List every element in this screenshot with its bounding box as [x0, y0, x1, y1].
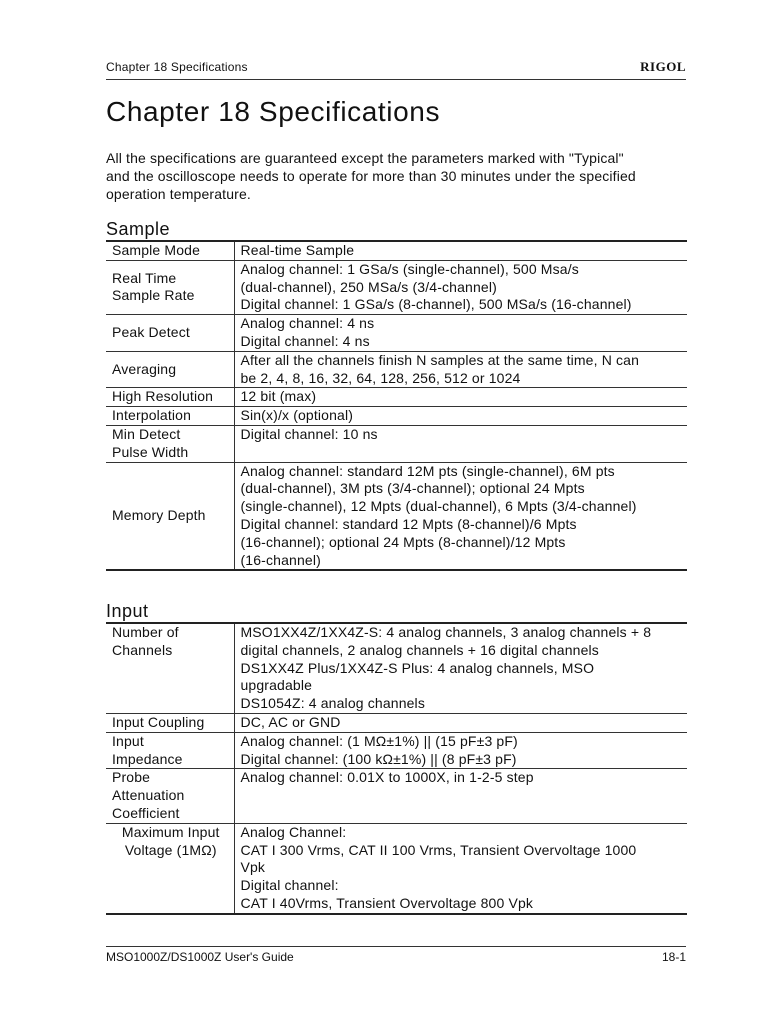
- spec-label: [106, 388, 234, 407]
- brand-logo: RIGOL: [640, 59, 686, 74]
- spec-label: [106, 407, 234, 426]
- spec-row: [106, 388, 687, 407]
- spec-row: [106, 351, 687, 388]
- spec-value-line: CAT I 300 Vrms, CAT II 100 Vrms, Transient Overvoltage 1000: [240, 841, 637, 858]
- spec-row: [106, 425, 687, 462]
- spec-label: [106, 351, 234, 388]
- chapter-title: Chapter 18 Specifications: [106, 96, 441, 127]
- spec-label-line: Maximum Input: [121, 823, 220, 840]
- spec-value: [234, 823, 687, 913]
- spec-label: [106, 713, 234, 732]
- spec-label-line: Peak Detect: [112, 324, 190, 341]
- spec-row: [106, 315, 687, 352]
- footer-rule: [106, 946, 686, 947]
- spec-row: [106, 407, 687, 426]
- spec-label-line: Number of: [112, 624, 179, 640]
- spec-label-line: Min Detect: [112, 425, 181, 442]
- spec-label-line: Sample Mode: [112, 242, 201, 258]
- spec-value: [234, 713, 687, 732]
- spec-value-line: (dual-channel), 3M pts (3/4-channel); optional 24 Mpts: [240, 480, 585, 497]
- spec-value-line: Sin(x)/x (optional): [240, 407, 354, 424]
- spec-label-line: Real Time: [112, 269, 177, 286]
- spec-row: [106, 769, 687, 823]
- spec-row: [106, 732, 687, 769]
- spec-row: [106, 623, 687, 713]
- intro-line: All the specifications are guaranteed except the parameters marked with "Typical": [106, 150, 624, 166]
- spec-value-line: Analog channel: standard 12M pts (single-channel), 6M pts: [240, 462, 615, 479]
- spec-value-line: (dual-channel), 250 MSa/s (3/4-channel): [240, 278, 497, 295]
- sample-table-body: [106, 241, 687, 570]
- spec-label: [106, 623, 234, 713]
- intro-line: operation temperature.: [106, 186, 251, 202]
- spec-value: [234, 241, 687, 260]
- spec-label-line: Input Coupling: [112, 713, 205, 730]
- spec-row: [106, 260, 687, 314]
- spec-value-line: upgradable: [240, 677, 313, 694]
- section-heading-input: Input: [106, 601, 149, 621]
- spec-label: [106, 425, 234, 462]
- spec-value-line: MSO1XX4Z/1XX4Z-S: 4 analog channels, 3 analog channels + 8: [240, 624, 652, 640]
- spec-label-line: Input: [112, 732, 144, 749]
- spec-label-line: Attenuation: [112, 787, 185, 804]
- spec-value-line: be 2, 4, 8, 16, 32, 64, 128, 256, 512 or 1024: [240, 369, 521, 386]
- spec-label: [106, 260, 234, 314]
- footer-guide-title: MSO1000Z/DS1000Z User's Guide: [106, 950, 294, 964]
- spec-label-line: Channels: [112, 641, 173, 658]
- spec-value: [234, 315, 687, 352]
- spec-value-line: DS1XX4Z Plus/1XX4Z-S Plus: 4 analog channels, MSO: [240, 659, 595, 676]
- spec-value-line: Analog channel: 4 ns: [240, 315, 375, 332]
- spec-value-line: After all the channels finish N samples at the same time, N can: [240, 351, 640, 368]
- spec-label-line: Interpolation: [112, 407, 192, 424]
- spec-value-line: Digital channel: standard 12 Mpts (8-channel)/6 Mpts: [240, 515, 577, 532]
- spec-label: [106, 241, 234, 260]
- spec-value-line: Analog channel: 0.01X to 1000X, in 1-2-5 step: [240, 769, 534, 786]
- spec-label-line: Averaging: [112, 360, 177, 377]
- spec-label: [106, 315, 234, 352]
- spec-row: [106, 713, 687, 732]
- spec-value-line: Analog channel: (1 MΩ±1%) || (15 pF±3 pF): [240, 732, 518, 749]
- spec-value-line: Digital channel: (100 kΩ±1%) || (8 pF±3 pF): [240, 750, 517, 767]
- spec-row: [106, 823, 687, 913]
- spec-row: [106, 462, 687, 570]
- spec-value-line: digital channels, 2 analog channels + 16 digital channels: [240, 641, 599, 658]
- spec-label-line: Probe: [112, 769, 151, 786]
- spec-value-line: Digital channel: 10 ns: [240, 425, 378, 442]
- spec-value-line: Digital channel: 4 ns: [240, 332, 370, 349]
- spec-label-line: Impedance: [112, 750, 183, 767]
- sample-spec-table: [106, 240, 687, 571]
- header-chapter: Chapter 18 Specifications: [106, 60, 248, 74]
- spec-value: [234, 462, 687, 570]
- spec-value-line: DS1054Z: 4 analog channels: [240, 695, 425, 712]
- spec-value-line: Analog channel: 1 GSa/s (single-channel), 500 Msa/s: [240, 260, 579, 277]
- spec-label: [106, 462, 234, 570]
- spec-value: [234, 407, 687, 426]
- spec-value: [234, 260, 687, 314]
- spec-value: [234, 425, 687, 462]
- spec-value: [234, 769, 687, 823]
- spec-value-line: CAT I 40Vrms, Transient Overvoltage 800 Vpk: [240, 894, 534, 911]
- spec-label: [106, 732, 234, 769]
- spec-label-line: Memory Depth: [112, 507, 206, 524]
- intro-line: and the oscilloscope needs to operate for more than 30 minutes under the specified: [106, 168, 636, 184]
- spec-label-line: Sample Rate: [112, 287, 195, 304]
- spec-value-line: Real-time Sample: [240, 242, 355, 258]
- section-heading-sample: Sample: [106, 219, 171, 239]
- spec-value-line: Vpk: [240, 859, 266, 876]
- page-footer: [106, 950, 686, 966]
- header-rule: [106, 79, 686, 80]
- spec-label-line: Pulse Width: [112, 443, 189, 460]
- spec-value-line: Digital channel: 1 GSa/s (8-channel), 500 MSa/s (16-channel): [240, 296, 632, 313]
- spec-value-line: Analog Channel:: [240, 823, 347, 840]
- spec-label-line: High Resolution: [112, 388, 214, 405]
- intro-paragraph: [106, 149, 696, 203]
- footer-page-number: 18-1: [661, 950, 686, 964]
- spec-value-line: (16-channel): [240, 551, 321, 568]
- input-table-body: [106, 623, 687, 914]
- spec-value-line: Digital channel:: [240, 877, 339, 894]
- spec-label-line: Coefficient: [112, 804, 180, 821]
- spec-label: [106, 823, 234, 913]
- spec-value-line: 12 bit (max): [240, 388, 317, 405]
- spec-value-line: DC, AC or GND: [240, 713, 341, 730]
- spec-value-line: (single-channel), 12 Mpts (dual-channel), 6 Mpts (3/4-channel): [240, 498, 637, 515]
- spec-value: [234, 351, 687, 388]
- spec-row: [106, 241, 687, 260]
- spec-value: [234, 623, 687, 713]
- spec-value: [234, 388, 687, 407]
- running-header: [106, 60, 686, 78]
- spec-value-line: (16-channel); optional 24 Mpts (8-channel)/12 Mpts: [240, 533, 566, 550]
- spec-label-line: Voltage (1MΩ): [124, 841, 217, 858]
- spec-label: [106, 769, 234, 823]
- input-spec-table: [106, 622, 687, 915]
- spec-value: [234, 732, 687, 769]
